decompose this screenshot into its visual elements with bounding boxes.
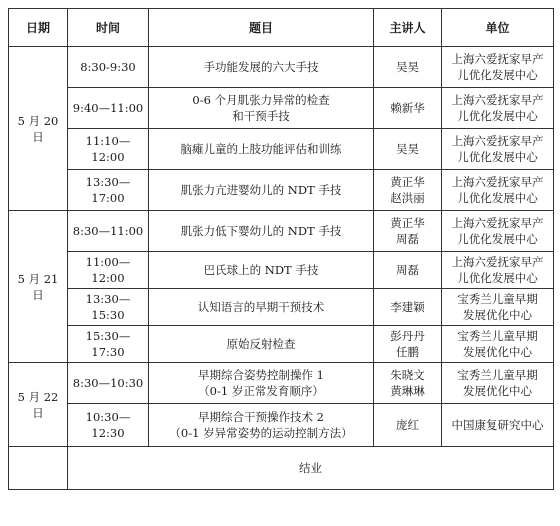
topic-cell bbox=[149, 252, 374, 289]
time-cell: 15:30—17:30 bbox=[68, 326, 149, 363]
unit-line: 发展优化中心 bbox=[463, 345, 532, 359]
table-row bbox=[9, 252, 554, 289]
time-cell: 13:30—17:00 bbox=[68, 170, 149, 211]
speaker-line: 任鹏 bbox=[396, 345, 419, 359]
speaker-line: 周磊 bbox=[396, 232, 419, 246]
header-time: 时间 bbox=[68, 9, 149, 47]
speaker-cell bbox=[374, 252, 442, 289]
topic-line: 手功能发展的六大手技 bbox=[203, 60, 319, 74]
speaker-line: 彭丹丹 bbox=[390, 329, 425, 343]
topic-line: 脑瘫儿童的上肢功能评估和训练 bbox=[180, 142, 342, 156]
time-cell: 8:30-9:30 bbox=[68, 47, 149, 88]
time-cell: 13:30—15:30 bbox=[68, 289, 149, 326]
unit-cell bbox=[442, 47, 554, 88]
topic-line: 和干预手技 bbox=[232, 109, 290, 123]
topic-line: 肌张力亢进婴幼儿的 NDT 手技 bbox=[180, 183, 342, 197]
table-row bbox=[9, 289, 554, 326]
topic-line: 巴氏球上的 NDT 手技 bbox=[203, 263, 319, 277]
closing-cell: 结业 bbox=[68, 447, 554, 490]
speaker-cell bbox=[374, 326, 442, 363]
speaker-cell bbox=[374, 289, 442, 326]
speaker-line: 周磊 bbox=[396, 263, 419, 277]
topic-line: 认知语言的早期干预技术 bbox=[197, 300, 325, 314]
topic-cell bbox=[149, 404, 374, 447]
speaker-cell bbox=[374, 404, 442, 447]
unit-cell bbox=[442, 326, 554, 363]
topic-cell bbox=[149, 363, 374, 404]
date-cell: 5 月 20 日 bbox=[9, 47, 68, 211]
topic-cell bbox=[149, 170, 374, 211]
schedule-table bbox=[8, 8, 554, 490]
header-date: 日期 bbox=[9, 9, 68, 47]
unit-cell bbox=[442, 404, 554, 447]
unit-line: 上海六爱抚家早产 bbox=[451, 93, 544, 107]
topic-cell bbox=[149, 289, 374, 326]
topic-cell bbox=[149, 47, 374, 88]
speaker-line: 吴昊 bbox=[396, 142, 419, 156]
time-cell: 11:00—12:00 bbox=[68, 252, 149, 289]
table-row bbox=[9, 326, 554, 363]
unit-cell bbox=[442, 88, 554, 129]
header-speaker: 主讲人 bbox=[374, 9, 442, 47]
unit-line: 宝秀兰儿童早期 bbox=[457, 329, 538, 343]
topic-cell bbox=[149, 211, 374, 252]
topic-line: 原始反射检查 bbox=[226, 337, 296, 351]
topic-line: 0-6 个月肌张力异常的检查 bbox=[192, 93, 330, 107]
table-row bbox=[9, 129, 554, 170]
time-cell: 8:30—10:30 bbox=[68, 363, 149, 404]
speaker-cell bbox=[374, 211, 442, 252]
unit-line: 儿优化发展中心 bbox=[457, 191, 538, 205]
speaker-line: 吴昊 bbox=[396, 60, 419, 74]
unit-line: 中国康复研究中心 bbox=[451, 418, 544, 432]
unit-line: 宝秀兰儿童早期 bbox=[457, 292, 538, 306]
unit-cell bbox=[442, 252, 554, 289]
unit-line: 发展优化中心 bbox=[463, 308, 532, 322]
speaker-cell bbox=[374, 88, 442, 129]
unit-line: 上海六爱抚家早产 bbox=[451, 52, 544, 66]
unit-line: 上海六爱抚家早产 bbox=[451, 216, 544, 230]
time-cell: 11:10—12:00 bbox=[68, 129, 149, 170]
table-row bbox=[9, 88, 554, 129]
topic-cell bbox=[149, 129, 374, 170]
speaker-line: 赵洪丽 bbox=[390, 191, 425, 205]
unit-line: 儿优化发展中心 bbox=[457, 109, 538, 123]
unit-line: 上海六爱抚家早产 bbox=[451, 175, 544, 189]
topic-line: （0-1 岁正常发育顺序） bbox=[198, 384, 324, 398]
time-cell: 10:30—12:30 bbox=[68, 404, 149, 447]
table-row bbox=[9, 211, 554, 252]
speaker-line: 黄琳琳 bbox=[390, 384, 425, 398]
schedule-page bbox=[8, 8, 553, 490]
speaker-cell bbox=[374, 47, 442, 88]
topic-line: 早期综合姿势控制操作 1 bbox=[198, 368, 324, 382]
unit-line: 发展优化中心 bbox=[463, 384, 532, 398]
unit-line: 儿优化发展中心 bbox=[457, 271, 538, 285]
time-cell: 8:30—11:00 bbox=[68, 211, 149, 252]
speaker-cell bbox=[374, 170, 442, 211]
unit-line: 宝秀兰儿童早期 bbox=[457, 368, 538, 382]
topic-cell bbox=[149, 88, 374, 129]
unit-line: 上海六爱抚家早产 bbox=[451, 134, 544, 148]
header-unit: 单位 bbox=[442, 9, 554, 47]
unit-cell bbox=[442, 211, 554, 252]
speaker-line: 黄正华 bbox=[390, 175, 425, 189]
table-row bbox=[9, 363, 554, 404]
table-row bbox=[9, 404, 554, 447]
speaker-line: 朱晓文 bbox=[390, 368, 425, 382]
topic-line: 早期综合干预操作技术 2 bbox=[198, 410, 324, 424]
unit-cell bbox=[442, 363, 554, 404]
unit-line: 儿优化发展中心 bbox=[457, 232, 538, 246]
header-topic: 题目 bbox=[149, 9, 374, 47]
speaker-line: 李建颖 bbox=[390, 300, 425, 314]
closing-empty-cell bbox=[9, 447, 68, 490]
unit-cell bbox=[442, 289, 554, 326]
speaker-line: 赖新华 bbox=[390, 101, 425, 115]
topic-line: 肌张力低下婴幼儿的 NDT 手技 bbox=[180, 224, 342, 238]
header-row bbox=[9, 9, 554, 47]
unit-line: 上海六爱抚家早产 bbox=[451, 255, 544, 269]
speaker-cell bbox=[374, 129, 442, 170]
table-row bbox=[9, 47, 554, 88]
date-cell: 5 月 22 日 bbox=[9, 363, 68, 447]
speaker-line: 黄正华 bbox=[390, 216, 425, 230]
unit-cell bbox=[442, 129, 554, 170]
date-cell: 5 月 21 日 bbox=[9, 211, 68, 363]
speaker-cell bbox=[374, 363, 442, 404]
speaker-line: 庞红 bbox=[396, 418, 419, 432]
topic-line: （0-1 岁异常姿势的运动控制方法） bbox=[169, 426, 353, 440]
table-row bbox=[9, 170, 554, 211]
topic-cell bbox=[149, 326, 374, 363]
closing-row bbox=[9, 447, 554, 490]
unit-line: 儿优化发展中心 bbox=[457, 150, 538, 164]
time-cell: 9:40—11:00 bbox=[68, 88, 149, 129]
unit-cell bbox=[442, 170, 554, 211]
unit-line: 儿优化发展中心 bbox=[457, 68, 538, 82]
